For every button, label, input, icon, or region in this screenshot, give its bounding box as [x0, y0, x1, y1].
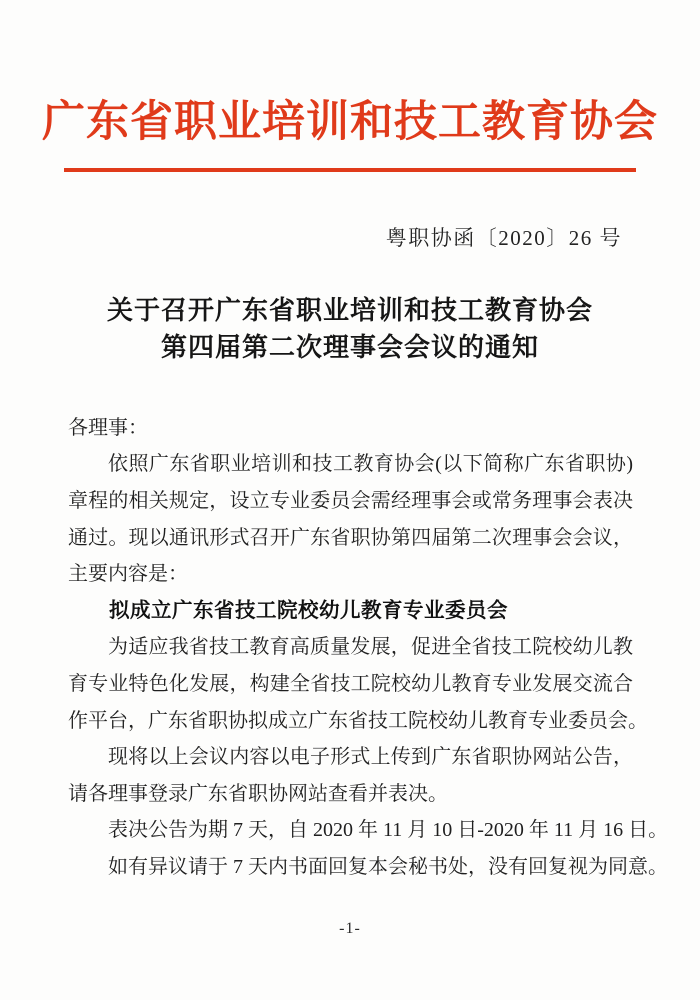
salutation-line: 各理事：: [68, 416, 148, 439]
letterhead-divider-line: [64, 168, 636, 172]
page-number: -1-: [339, 920, 361, 937]
notice-body: [68, 410, 669, 886]
body-line: 作平台，广东省职协拟成立广东省技工院校幼儿教育专业委员会。: [68, 709, 648, 732]
body-line: 通过。现以通讯形式召开广东省职协第四届第二次理事会会议，: [68, 526, 633, 549]
doc-reference-number: 粤职协函〔2020〕26 号: [385, 225, 622, 250]
body-line: 主要内容是：: [68, 563, 188, 586]
objection-notice-line: 如有异议请于 7 天内书面回复本会秘书处，没有回复视为同意。: [108, 855, 668, 878]
notice-title-line2: 第四届第二次理事会会议的通知: [160, 332, 539, 362]
letterhead-org-name: 广东省职业培训和技工教育协会: [42, 99, 658, 146]
body-line: 依照广东省职业培训和技工教育协会(以下简称广东省职协): [108, 453, 633, 476]
body-line: 育专业特色化发展，构建全省技工院校幼儿教育专业发展交流合: [68, 672, 633, 695]
notice-title: [0, 292, 700, 366]
body-line: 章程的相关规定，设立专业委员会需经理事会或常务理事会表决: [68, 489, 633, 512]
voting-period-line: 表决公告为期 7 天，自 2020 年 11 月 10 日-2020 年 11 月 16 日。: [108, 819, 669, 842]
body-line: 为适应我省技工教育高质量发展，促进全省技工院校幼儿教: [108, 636, 633, 659]
agenda-heading-line: 拟成立广东省技工院校幼儿教育专业委员会: [109, 598, 508, 622]
body-line: 现将以上会议内容以电子形式上传到广东省职协网站公告，: [108, 746, 633, 769]
notice-title-line1: 关于召开广东省职业培训和技工教育协会: [106, 295, 593, 325]
body-line: 请各理事登录广东省职协网站查看并表决。: [68, 782, 448, 805]
